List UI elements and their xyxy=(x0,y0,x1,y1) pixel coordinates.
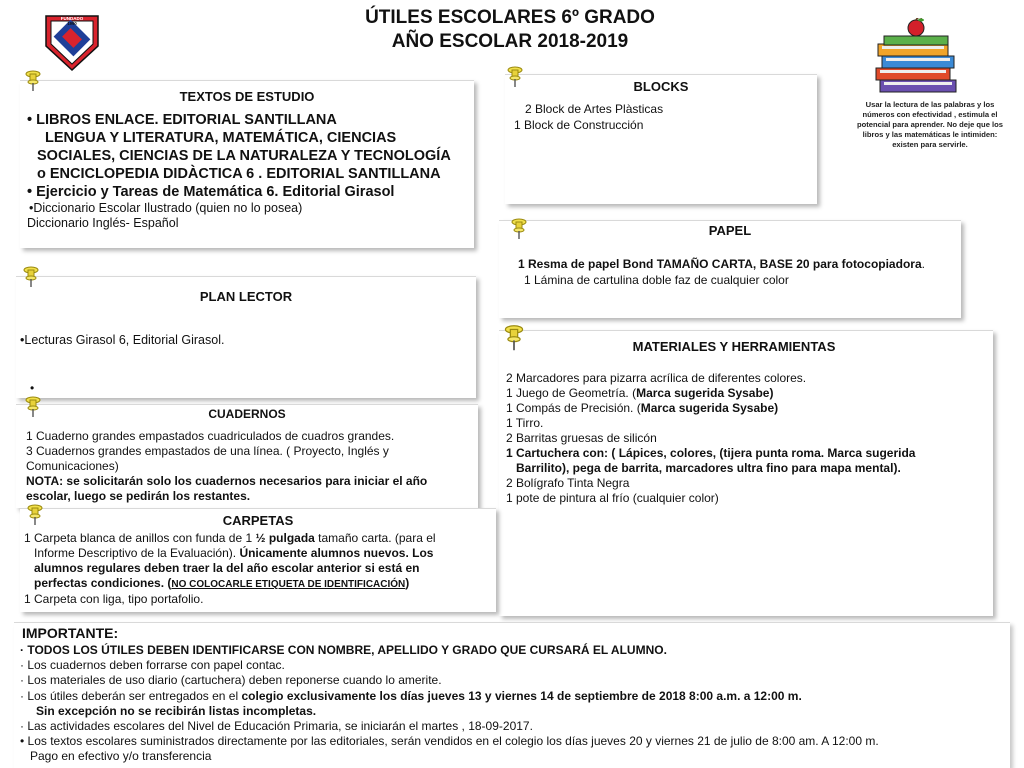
importante-line-1: · TODOS LOS ÚTILES DEBEN IDENTIFICARSE CON NOMBRE, APELLIDO Y GRADO QUE CURSARÁ EL ALUMNO. xyxy=(20,643,667,657)
importante-line-6: · Las actividades escolares del Nivel de Educación Primaria, se iniciarán el martes , 18-09-2017. xyxy=(20,719,533,734)
pushpin-icon xyxy=(510,218,528,240)
carpetas-line-1c: tamaño carta. (para el xyxy=(314,531,436,545)
cuadernos-line-4: NOTA: se solicitarán solo los cuadernos necesarios para iniciar el año xyxy=(26,474,428,488)
blocks-card xyxy=(505,74,817,204)
importante-line-3: · Los materiales de uso diario (cartuchera) deben reponerse cuando lo amerite. xyxy=(20,673,442,688)
textos-item-1-line-4: o ENCICLOPEDIA DIDÀCTICA 6 . EDITORIAL SANTILLANA xyxy=(37,166,441,182)
papel-card xyxy=(499,220,961,318)
school-logo xyxy=(40,10,104,74)
carpetas-line-1a: 1 Carpeta blanca de anillos con funda de 1 xyxy=(24,531,256,545)
blocks-title: BLOCKS xyxy=(633,79,689,94)
textos-item-3: •Diccionario Escolar Ilustrado (quien no lo posea) xyxy=(29,201,303,215)
pushpin-icon xyxy=(26,504,44,526)
materiales-card xyxy=(499,330,993,616)
textos-item-1: • LIBROS ENLACE. EDITORIAL SANTILLANA xyxy=(27,112,337,128)
logo-text-top: FUNDADO xyxy=(60,16,84,21)
textos-item-2: • Ejercicio y Tareas de Matemática 6. Editorial Girasol xyxy=(27,184,395,200)
textos-title: TEXTOS DE ESTUDIO xyxy=(179,89,315,104)
pushpin-icon xyxy=(503,324,525,352)
blocks-item-2: 1 Block de Construcción xyxy=(514,118,644,132)
importante-line-7: • Los textos escolares suministrados directamente por las editoriales, serán vendidos en el colegio los días jueves 20 y viernes 21 de julio de 8:00 am. A 12:00 m. xyxy=(20,734,879,749)
importante-card xyxy=(14,622,1010,768)
importante-line-4a: · Los útiles deberán ser entregados en el xyxy=(20,688,242,703)
blocks-item-1: 2 Block de Artes Plàsticas xyxy=(525,102,664,116)
materiales-line-3a: 1 Compás de Precisión. ( xyxy=(506,401,641,415)
cuadernos-card xyxy=(16,404,478,508)
carpetas-line-2a: Informe Descriptivo de la Evaluación). xyxy=(34,546,240,560)
pushpin-icon xyxy=(24,396,42,418)
textos-item-4: Diccionario Inglés- Español xyxy=(27,216,179,230)
cuadernos-line-2: 3 Cuadernos grandes empastados de una línea. ( Proyecto, Inglés y xyxy=(26,444,389,458)
papel-title: PAPEL xyxy=(708,223,752,238)
importante-line-8: Pago en efectivo y/o transferencia xyxy=(30,749,212,764)
materiales-line-7: Barrilito), pega de barrita, marcadores ultra fino para mapa mental). xyxy=(516,461,901,475)
plan-title: PLAN LECTOR xyxy=(199,289,293,304)
textos-item-1-line-2: LENGUA Y LITERATURA, MATEMÁTICA, CIENCIAS xyxy=(45,130,397,146)
reading-note: Usar la lectura de las palabras y los números con efectividad , estimula el potencial para aprender. No deje que los libros y las matemáticas le intimiden: existen para servirle. xyxy=(856,100,1003,149)
plan-item-1: •Lecturas Girasol 6, Editorial Girasol. xyxy=(20,333,225,347)
materiales-line-8: 2 Bolígrafo Tinta Negra xyxy=(506,476,630,490)
materiales-line-1: 2 Marcadores para pizarra acrílica de diferentes colores. xyxy=(506,371,807,385)
materiales-line-9: 1 pote de pintura al frío (cualquier color) xyxy=(506,491,719,505)
materiales-line-3b: Marca sugerida Sysabe) xyxy=(640,401,779,415)
carpetas-line-4b: NO COLOCARLE ETIQUETA DE IDENTIFICACIÓN xyxy=(171,579,406,590)
cuadernos-line-3: Comunicaciones) xyxy=(26,459,119,473)
importante-line-4b: colegio exclusivamente los días jueves 13 y viernes 14 de septiembre de 2018 8:00 a.m. a 12:00 m. xyxy=(241,688,802,703)
importante-title: IMPORTANTE: xyxy=(22,625,119,641)
cuadernos-line-1: 1 Cuaderno grandes empastados cuadriculados de cuadros grandes. xyxy=(26,429,395,443)
title-line-2: AÑO ESCOLAR 2018-2019 xyxy=(391,31,629,52)
carpetas-title: CARPETAS xyxy=(222,513,294,528)
importante-line-2: · Los cuadernos deben forrarse con papel contac. xyxy=(20,658,285,673)
pushpin-icon xyxy=(24,70,42,92)
books-apple-icon xyxy=(868,18,964,98)
carpetas-line-4c: ) xyxy=(405,576,410,590)
materiales-line-5: 2 Barritas gruesas de silicón xyxy=(506,431,657,445)
cuadernos-title: CUADERNOS xyxy=(208,407,286,421)
materiales-line-6: 1 Cartuchera con: ( Lápices, colores, (tijera punta roma. Marca sugerida xyxy=(506,446,916,460)
carpetas-card xyxy=(20,508,496,612)
textos-de-estudio-card xyxy=(20,80,474,248)
textos-item-1-line-3: SOCIALES, CIENCIAS DE LA NATURALEZA Y TECNOLOGÍA xyxy=(37,148,451,164)
importante-line-5: Sin excepción no se recibirán listas incompletas. xyxy=(36,703,317,718)
papel-item-2: 1 Lámina de cartulina doble faz de cualquier color xyxy=(524,273,789,287)
carpetas-line-3: alumnos regulares deben traer la del año escolar anterior si está en xyxy=(34,561,420,575)
plan-item-2: • xyxy=(30,381,35,395)
carpetas-line-4a: perfectas condiciones. ( xyxy=(34,576,172,590)
cuadernos-line-5: escolar, luego se pedirán los restantes. xyxy=(26,489,251,503)
title-line-1: ÚTILES ESCOLARES 6º GRADO xyxy=(365,7,655,28)
materiales-line-2b: Marca sugerida Sysabe) xyxy=(636,386,774,400)
pushpin-icon xyxy=(506,66,524,88)
papel-item-1-end: . xyxy=(921,257,925,271)
materiales-line-2a: 1 Juego de Geometría. ( xyxy=(506,386,637,400)
carpetas-line-5: 1 Carpeta con liga, tipo portafolio. xyxy=(24,592,204,606)
papel-item-1: 1 Resma de papel Bond TAMAÑO CARTA, BASE 20 para fotocopiadora xyxy=(518,257,922,271)
materiales-line-4: 1 Tirro. xyxy=(506,416,544,430)
plan-lector-card xyxy=(16,276,476,398)
carpetas-line-2b: Únicamente alumnos nuevos. Los xyxy=(239,546,434,560)
pushpin-icon xyxy=(22,266,40,288)
carpetas-line-1b: ½ pulgada xyxy=(255,531,315,545)
materiales-title: MATERIALES Y HERRAMIENTAS xyxy=(632,339,836,354)
logo-text-year: 1990 xyxy=(67,21,77,26)
page-title xyxy=(250,6,770,54)
